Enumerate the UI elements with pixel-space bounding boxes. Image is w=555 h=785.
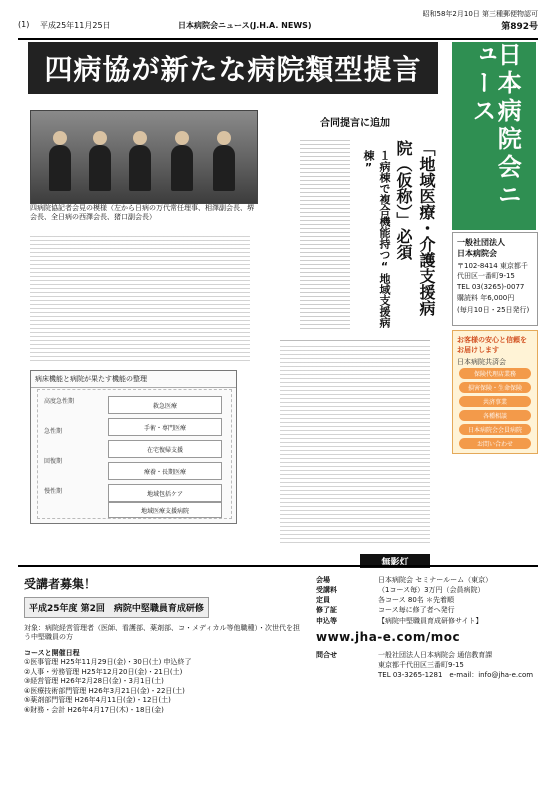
lower-body-text-block [30, 236, 250, 364]
figure-title: 病床機能と病院が果たす機能の整理 [31, 371, 236, 388]
figure-group: 慢性期 [44, 488, 63, 495]
lower-body-text-lines [30, 236, 250, 364]
right-subhead: 合同提言に追加 [320, 117, 390, 129]
paper-name: 日本病院会ニュース(J.H.A. NEWS) [178, 21, 312, 30]
right-vertical-subheadline: １病棟で複合機能持つ“地域支援病棟” [362, 150, 391, 328]
detail-key: 定員 [316, 596, 330, 605]
seminar-detail [316, 595, 538, 605]
right-body-text-block [280, 346, 430, 544]
person-1 [49, 145, 71, 191]
course-item: ⑤薬剤部門管理 H26年4月11日(金)・12日(土) [24, 696, 171, 705]
page-header [18, 8, 538, 40]
press-conference-photo [30, 110, 258, 204]
detail-value: 【病院中堅職員育成研修サイト】 [378, 616, 483, 625]
bed-function-figure [30, 370, 237, 524]
course-item: ②人事・労務管理 H25年12月20日(金)・21日(土) [24, 667, 183, 676]
person-1-head [53, 131, 67, 145]
ad-pill: 保険代理店業務 [459, 368, 531, 379]
detail-value: 日本病院会 セミナールーム（東京） [378, 576, 493, 584]
detail-key: 会場 [316, 576, 330, 584]
person-5-head [217, 131, 231, 145]
ad-pill: 各種相談 [459, 410, 531, 421]
figure-group: 高度急性期 [44, 398, 75, 405]
detail-value: （1コース毎）3万円（会員病院） [378, 586, 485, 595]
body-text-lines [300, 140, 350, 330]
contact-section [316, 650, 538, 680]
issue-date: 平成25年11月25日 [40, 21, 111, 30]
publisher-box [452, 232, 538, 326]
main-headline: 四病協が新たな病院類型提言 [28, 42, 438, 94]
recruit-title: 受講者募集！ [24, 577, 97, 591]
seminar-detail [316, 616, 538, 626]
target-text: 対象：病院経営管理者（医師、看護部、薬剤部、コ・メディカル等他職種）・次世代を担う中堅職員の方 [24, 624, 300, 642]
person-3 [129, 145, 151, 191]
seminar-right [316, 575, 538, 765]
course-item: ①医事管理 H25年11月29日(金)・30日(土) 申込終了 [24, 658, 192, 667]
publisher-price: 購読料 年6,000円 [457, 294, 515, 302]
ad-pill: 共済事業 [459, 396, 531, 407]
right-body-text-lines [280, 346, 430, 544]
detail-key: 申込等 [316, 616, 337, 625]
figure-group: 回復期 [44, 458, 63, 465]
page-number: (1) [18, 20, 30, 29]
seminar-detail [316, 585, 538, 595]
course-title: 平成25年度 第2回 病院中堅職員育成研修 [24, 597, 209, 618]
right-vertical-headline: 「地域医療・介護支援病院（仮称）」必須 [394, 140, 436, 316]
ad-org: 日本病院共済会 [457, 358, 506, 366]
figure-box: 地域医療支援病院 [108, 502, 222, 518]
course-list-title: コースと開催日程 [24, 648, 80, 657]
detail-key: 受講料 [316, 586, 337, 595]
ad-pill: 損害保険・生命保険 [459, 382, 531, 393]
figure-box: 地域包括ケア [108, 484, 222, 502]
issue-number: 第892号 [501, 22, 538, 33]
person-3-head [133, 131, 147, 145]
publisher-address: 〒102-8414 東京都千代田区一番町9-15 [457, 262, 528, 280]
detail-value: コース毎に修了者へ発行 [378, 606, 455, 615]
ad-pill-list [459, 365, 531, 448]
seminar-detail [316, 605, 538, 615]
course-item: ③経営管理 H26年2月28日(金)・3月1日(土) [24, 677, 164, 686]
course-item: ④医療技術部門管理 H26年3月21日(金)・22日(土) [24, 686, 185, 695]
figure-box: 手術・専門医療 [108, 418, 222, 436]
detail-value: 各コース 80名 ＊先着順 [378, 596, 455, 605]
figure-box: 療養・長期医療 [108, 462, 222, 480]
advertisement[interactable] [452, 330, 538, 454]
publisher-org-prefix: 一般社団法人 [457, 238, 505, 247]
shadowless-lamp-label: 無影灯 [360, 554, 430, 568]
publisher-tel: TEL 03(3265)-0077 [457, 283, 525, 291]
seminar-left [24, 575, 306, 765]
person-2-head [93, 131, 107, 145]
masthead: 日本病院会ニュース [452, 42, 536, 230]
ad-pill: お問い合わせ [459, 438, 531, 449]
publisher-org-name: 日本病院会 [457, 249, 497, 258]
publisher-freq: (毎月10日・25日発行) [457, 306, 530, 314]
body-text-block [300, 140, 350, 330]
ad-title: お客様の安心と信頼をお届けします [457, 336, 527, 354]
column-separator [280, 340, 430, 341]
header-right-meta: 昭和58年2月10日 第三種郵便物認可 [422, 10, 538, 18]
person-4-head [175, 131, 189, 145]
person-5 [213, 145, 235, 191]
ad-pill: 日本病院会会員病院 [459, 424, 531, 435]
seminar-url[interactable]: www.jha-e.com/moc [316, 629, 461, 644]
figure-group: 急性期 [44, 428, 63, 435]
person-2 [89, 145, 111, 191]
photo-caption: 四病院協記者会見の模様（左から日病の万代常任理事、相澤副会長、堺会長、全日病の西澤会長、猪口副会長） [30, 204, 254, 221]
issue-meta [423, 10, 539, 32]
contact-title: 問合せ [316, 650, 337, 659]
seminar-detail [316, 575, 538, 585]
person-4 [171, 145, 193, 191]
figure-inner [37, 389, 232, 519]
detail-key: 修了証 [316, 606, 337, 615]
contact-text: 一般社団法人日本病院会 通信教育課 東京都千代田区三番町9-15 TEL 03-3265-1281 e-mail：info@jha-e.com [378, 650, 534, 679]
figure-box: 救急医療 [108, 396, 222, 414]
figure-box: 在宅復帰支援 [108, 440, 222, 458]
course-list [24, 658, 306, 715]
course-item: ⑥財務・会計 H26年4月17日(木)・18日(金) [24, 705, 164, 714]
seminar-notice [18, 565, 538, 772]
